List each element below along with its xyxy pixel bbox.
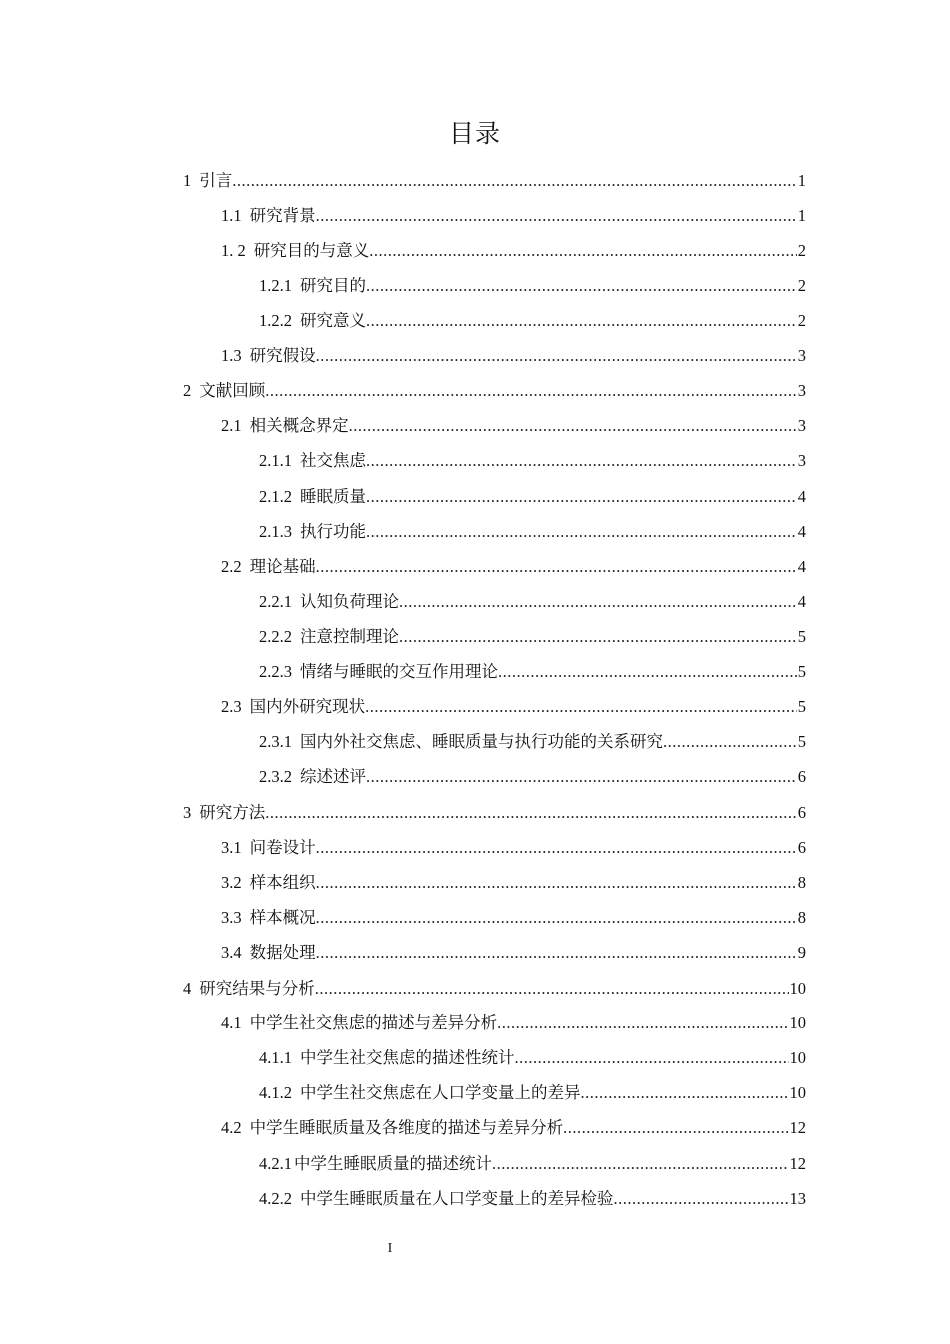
toc-entry-number: 1.2.2: [259, 311, 292, 330]
toc-entry-title: 认知负荷理论: [300, 592, 399, 611]
toc-entry-page: 6: [797, 838, 806, 857]
toc-entry-number: 1: [183, 171, 192, 190]
toc-entry-number: 4.2.2: [259, 1189, 292, 1208]
toc-entry[interactable]: [259, 514, 806, 549]
toc-entry-number: 2.2.1: [259, 592, 292, 611]
toc-entry-number: 3: [183, 803, 192, 822]
toc-entry[interactable]: [183, 795, 806, 830]
toc-entry-number: 2.1.2: [259, 487, 292, 506]
toc-entry[interactable]: [221, 900, 806, 935]
toc-entry[interactable]: [259, 1181, 806, 1216]
toc-entry-number: 4: [183, 979, 192, 998]
dot-leader: [399, 584, 797, 619]
toc-entry[interactable]: [183, 373, 806, 408]
toc-entry-title: 社交焦虑: [300, 451, 366, 470]
toc-entry-title: 理论基础: [249, 557, 316, 576]
toc-entry-page: 12: [789, 1154, 806, 1173]
page-number: I: [387, 1241, 393, 1256]
toc-entry-page: 4: [797, 487, 806, 506]
toc-entry-title: 引言: [199, 171, 233, 190]
toc-entry[interactable]: [221, 865, 806, 900]
toc-entry-number: 2.1.3: [259, 522, 292, 541]
dot-leader: [663, 724, 797, 759]
toc-entry-page: 10: [789, 979, 806, 998]
toc-entry-number: 1.3: [221, 346, 242, 365]
toc-entry[interactable]: [221, 1005, 806, 1040]
toc-entry-page: 1: [797, 206, 806, 225]
toc-entry[interactable]: [259, 1146, 806, 1181]
toc-entry[interactable]: [259, 619, 806, 654]
dot-leader: [614, 1181, 789, 1216]
toc-entry-title: 中学生睡眠质量的描述统计: [294, 1154, 492, 1173]
dot-leader: [497, 1005, 788, 1040]
dot-leader: [315, 971, 789, 1006]
toc-entry-title: 研究方法: [199, 803, 266, 822]
toc-entry[interactable]: [221, 689, 806, 724]
dot-leader: [365, 689, 797, 724]
dot-leader: [366, 303, 797, 338]
toc-entry-number: 3.2: [221, 873, 242, 892]
dot-leader: [399, 619, 797, 654]
toc-entry-page: 1: [797, 171, 806, 190]
dot-leader: [581, 1075, 789, 1110]
toc-entry-number: 1.2.1: [259, 276, 292, 295]
dot-leader: [498, 654, 797, 689]
toc-entry-number: 4.1.2: [259, 1083, 292, 1102]
toc-entry[interactable]: [259, 443, 806, 478]
toc-entry[interactable]: [221, 1110, 806, 1145]
toc-entry-page: 10: [789, 1013, 806, 1032]
dot-leader: [369, 233, 797, 268]
toc-entry-title: 国内外研究现状: [249, 697, 366, 716]
dot-leader: [366, 268, 797, 303]
dot-leader: [316, 830, 797, 865]
toc-entry-title: 研究背景: [249, 206, 316, 225]
toc-entry-title: 数据处理: [249, 943, 316, 962]
toc-entry-title: 中学生社交焦虑的描述性统计: [300, 1048, 515, 1067]
toc-entry-page: 6: [797, 803, 806, 822]
toc-entry-page: 6: [797, 767, 806, 786]
toc-entry-page: 8: [797, 873, 806, 892]
toc-entry-page: 2: [797, 311, 806, 330]
toc-entry-title: 注意控制理论: [300, 627, 399, 646]
toc-entry[interactable]: [259, 479, 806, 514]
toc-entry-number: 2.1: [221, 416, 242, 435]
toc-entry[interactable]: [221, 935, 806, 970]
toc-entry[interactable]: [221, 338, 806, 373]
toc-entry-page: 3: [797, 416, 806, 435]
toc-entry-number: 4.2.1: [259, 1154, 292, 1173]
toc-entry-number: 2.3.1: [259, 732, 292, 751]
toc-entry[interactable]: [221, 408, 806, 443]
toc-entry-page: 3: [797, 451, 806, 470]
toc-entry-number: 3.4: [221, 943, 242, 962]
toc-entry-title: 研究目的与意义: [253, 241, 370, 260]
toc-entry-title: 综述述评: [300, 767, 366, 786]
dot-leader: [366, 759, 797, 794]
toc-entry-page: 10: [789, 1083, 806, 1102]
toc-entry-page: 4: [797, 522, 806, 541]
toc-title: 目录: [448, 119, 501, 148]
toc-entry[interactable]: [259, 268, 806, 303]
toc-entry-page: 8: [797, 908, 806, 927]
dot-leader: [232, 163, 797, 198]
toc-entry-page: 4: [797, 592, 806, 611]
toc-entry-page: 5: [797, 697, 806, 716]
dot-leader: [316, 338, 797, 373]
toc-entry-page: 5: [797, 627, 806, 646]
toc-entry[interactable]: [183, 971, 806, 1006]
toc-entry-title: 中学生睡眠质量在人口学变量上的差异检验: [300, 1189, 614, 1208]
toc-entry-number: 2.3.2: [259, 767, 292, 786]
toc-entry-page: 4: [797, 557, 806, 576]
toc-entry-page: 3: [797, 346, 806, 365]
dot-leader: [265, 373, 797, 408]
toc-entry[interactable]: [183, 163, 806, 198]
toc-entry-title: 睡眠质量: [300, 487, 366, 506]
toc-entry[interactable]: [259, 1040, 806, 1075]
toc-entry-page: 5: [797, 662, 806, 681]
toc-entry-number: 4.1: [221, 1013, 242, 1032]
toc-entry-number: 2: [183, 381, 192, 400]
dot-leader: [492, 1146, 789, 1181]
toc-entry-title: 中学生睡眠质量及各维度的描述与差异分析: [249, 1118, 564, 1137]
toc-entry-title: 研究假设: [249, 346, 316, 365]
dot-leader: [515, 1040, 789, 1075]
toc-entry[interactable]: [259, 724, 806, 759]
toc-entry[interactable]: [259, 303, 806, 338]
dot-leader: [316, 900, 797, 935]
dot-leader: [316, 198, 797, 233]
toc-entry[interactable]: [221, 198, 806, 233]
dot-leader: [563, 1110, 788, 1145]
toc-entry[interactable]: [259, 654, 806, 689]
toc-entry-number: 1.1: [221, 206, 242, 225]
dot-leader: [316, 865, 797, 900]
toc-entry-title: 研究意义: [300, 311, 366, 330]
toc-entry-number: 2.2.3: [259, 662, 292, 681]
dot-leader: [316, 549, 797, 584]
toc-entry-page: 10: [789, 1048, 806, 1067]
toc-entry[interactable]: [259, 584, 806, 619]
toc-entry-page: 13: [789, 1189, 806, 1208]
toc-entry[interactable]: [259, 759, 806, 794]
toc-entry-title: 相关概念界定: [249, 416, 349, 435]
toc-entry-page: 3: [797, 381, 806, 400]
toc-entry-page: 2: [797, 276, 806, 295]
toc-entry[interactable]: [221, 830, 806, 865]
toc-entry-number: 2.3: [221, 697, 242, 716]
toc-entry-number: 3.3: [221, 908, 242, 927]
toc-entry-number: 3.1: [221, 838, 242, 857]
toc-entry-title: 研究结果与分析: [199, 979, 315, 998]
toc-entry[interactable]: [259, 1075, 806, 1110]
toc-entry-number: 4.2: [221, 1118, 242, 1137]
toc-entry-title: 中学生社交焦虑在人口学变量上的差异: [300, 1083, 581, 1102]
toc-entry-title: 国内外社交焦虑、睡眠质量与执行功能的关系研究: [300, 732, 663, 751]
toc-entry-number: 2.2: [221, 557, 242, 576]
dot-leader: [366, 443, 797, 478]
toc-entry-number: 4.1.1: [259, 1048, 292, 1067]
toc-entry-title: 文献回顾: [199, 381, 266, 400]
toc-entry[interactable]: [221, 233, 806, 268]
toc-entry-title: 执行功能: [300, 522, 366, 541]
toc-entry[interactable]: [221, 549, 806, 584]
toc-entry-page: 9: [797, 943, 806, 962]
toc-entry-title: 中学生社交焦虑的描述与差异分析: [249, 1013, 498, 1032]
toc-entry-page: 5: [797, 732, 806, 751]
toc-entry-page: 2: [797, 241, 806, 260]
dot-leader: [366, 479, 797, 514]
toc-entry-number: 2.2.2: [259, 627, 292, 646]
toc-entry-title: 研究目的: [300, 276, 366, 295]
dot-leader: [366, 514, 797, 549]
dot-leader: [349, 408, 797, 443]
dot-leader: [265, 795, 797, 830]
toc-entry-title: 样本组织: [249, 873, 316, 892]
toc-entry-title: 问卷设计: [249, 838, 316, 857]
toc-entry-title: 情绪与睡眠的交互作用理论: [300, 662, 498, 681]
toc-entry-page: 12: [789, 1118, 806, 1137]
toc-entry-number: 2.1.1: [259, 451, 292, 470]
toc-entry-title: 样本概况: [249, 908, 316, 927]
dot-leader: [316, 935, 797, 970]
toc-entry-number: 1. 2: [221, 241, 246, 260]
